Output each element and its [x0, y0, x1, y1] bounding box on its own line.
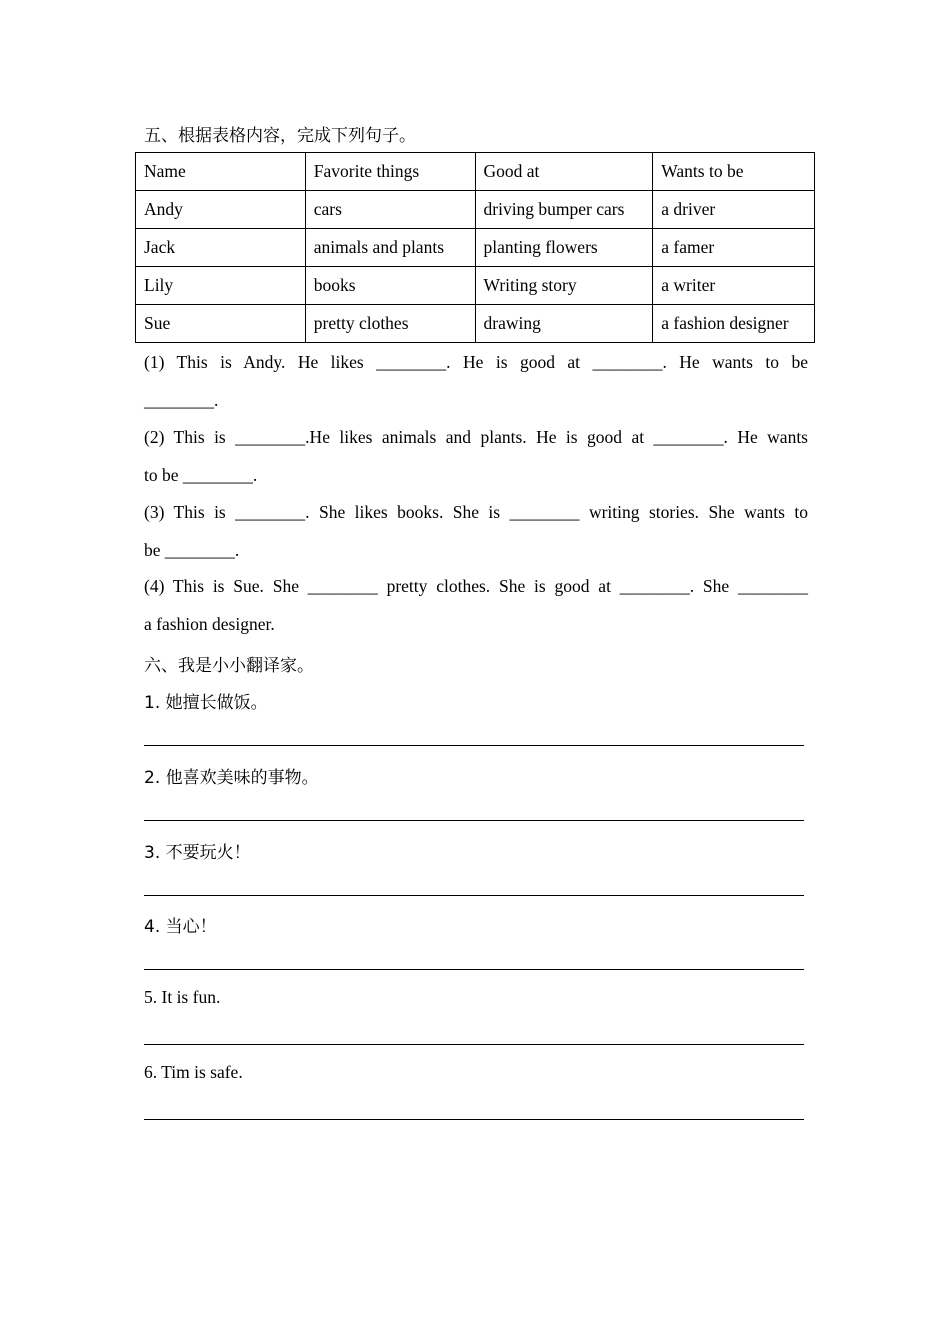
table-cell: books: [305, 267, 475, 305]
table-cell: Jack: [136, 229, 306, 267]
table-cell: Sue: [136, 305, 306, 343]
table-cell: a famer: [653, 229, 815, 267]
sentence-1-line-1: (1) This is Andy. He likes ________. He is good at ________. He wants to be: [144, 352, 808, 372]
answer-line-4[interactable]: [144, 969, 804, 970]
table-cell: a driver: [653, 191, 815, 229]
translation-item-3: 3. 不要玩火！: [144, 843, 251, 863]
sentence-3-line-2: be ________.: [144, 540, 240, 560]
translation-item-5: 5. It is fun.: [144, 987, 221, 1007]
table-cell: animals and plants: [305, 229, 475, 267]
table-row: [136, 267, 815, 305]
translation-item-6: 6. Tim is safe.: [144, 1062, 243, 1082]
table-cell: driving bumper cars: [475, 191, 653, 229]
table-row: [136, 191, 815, 229]
table-cell: pretty clothes: [305, 305, 475, 343]
header-cell: Favorite things: [305, 153, 475, 191]
answer-line-3[interactable]: [144, 895, 804, 896]
table-cell: planting flowers: [475, 229, 653, 267]
header-cell: Good at: [475, 153, 653, 191]
sentence-2-line-2: to be ________.: [144, 465, 258, 485]
translation-item-4: 4. 当心！: [144, 917, 217, 937]
info-table: [135, 152, 815, 343]
translation-item-2: 2. 他喜欢美味的事物。: [144, 768, 319, 788]
table-cell: cars: [305, 191, 475, 229]
translation-item-1: 1. 她擅长做饭。: [144, 693, 268, 713]
header-cell: Wants to be: [653, 153, 815, 191]
table-row: [136, 305, 815, 343]
table-cell: Lily: [136, 267, 306, 305]
sentence-3-line-1: (3) This is ________. She likes books. She is ________ writing stories. She wants to: [144, 502, 808, 522]
sentence-4-line-2: a fashion designer.: [144, 614, 275, 634]
answer-line-1[interactable]: [144, 745, 804, 746]
sentence-4-line-1: (4) This is Sue. She ________ pretty clothes. She is good at ________. She ________: [144, 576, 808, 596]
table-cell: Writing story: [475, 267, 653, 305]
table-row: [136, 229, 815, 267]
section-6-heading: 六、我是小小翻译家。: [144, 656, 314, 676]
table-cell: a writer: [653, 267, 815, 305]
section-5-heading: 五、根据表格内容，完成下列句子。: [144, 126, 416, 146]
sentence-2-line-1: (2) This is ________.He likes animals and plants. He is good at ________. He wants: [144, 427, 808, 447]
answer-line-6[interactable]: [144, 1119, 804, 1120]
answer-line-5[interactable]: [144, 1044, 804, 1045]
table-cell: Andy: [136, 191, 306, 229]
sentence-1-line-2: ________.: [144, 390, 219, 410]
table-header-row: [136, 153, 815, 191]
table-cell: a fashion designer: [653, 305, 815, 343]
answer-line-2[interactable]: [144, 820, 804, 821]
header-cell: Name: [136, 153, 306, 191]
table-cell: drawing: [475, 305, 653, 343]
